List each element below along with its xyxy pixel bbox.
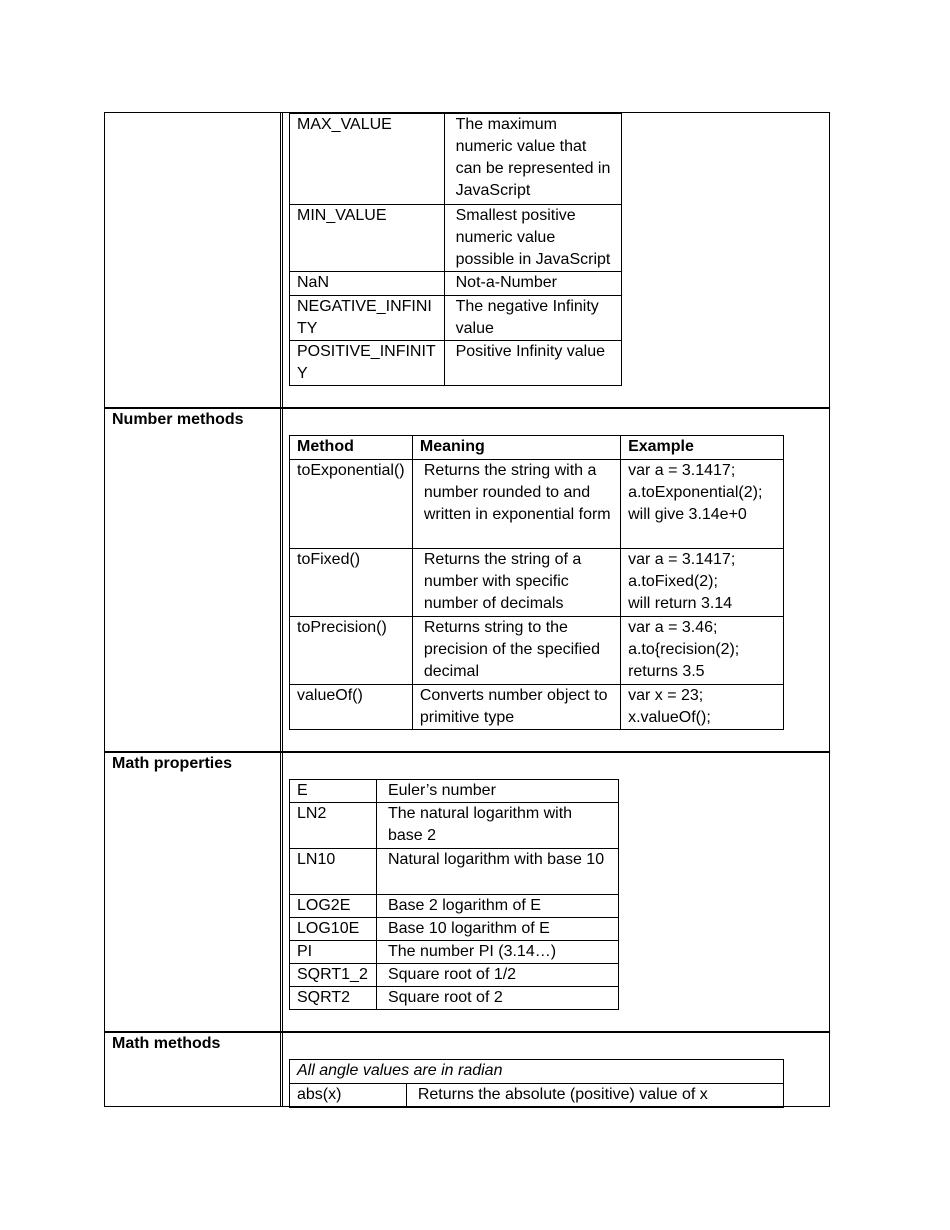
- table-row: [290, 803, 619, 849]
- table-row: [290, 918, 619, 941]
- example-line: x.valueOf();: [628, 709, 711, 726]
- property-name: LOG2E: [290, 895, 377, 918]
- table-row: [290, 617, 784, 685]
- table-row: [290, 780, 619, 803]
- table-row: [290, 272, 622, 296]
- example-line: will give 3.14e+0: [628, 506, 747, 523]
- number-methods-label: Number methods: [112, 411, 244, 428]
- method-meaning: Returns the absolute (positive) value of x: [406, 1084, 783, 1108]
- property-meaning: Natural logarithm with base 10: [376, 849, 618, 895]
- table-row: [290, 941, 619, 964]
- table-row: [290, 685, 784, 730]
- property-meaning: Square root of 1/2: [376, 964, 618, 987]
- property-meaning: The number PI (3.14…): [376, 941, 618, 964]
- property-meaning: Euler’s number: [376, 780, 618, 803]
- method-name: toExponential(): [290, 460, 413, 549]
- property-meaning: Positive Infinity value: [444, 341, 621, 386]
- table-row: [290, 114, 622, 205]
- table-header-row: [290, 436, 784, 460]
- property-name: MAX_VALUE: [290, 114, 445, 205]
- property-name: E: [290, 780, 377, 803]
- table-row: [290, 964, 619, 987]
- table-row: [290, 987, 619, 1010]
- method-meaning: Returns the string with a number rounded to and written in exponential form: [412, 460, 620, 549]
- table-row: [290, 205, 622, 272]
- example-line: var a = 3.1417;: [628, 551, 736, 568]
- math-properties-label: Math properties: [112, 755, 233, 772]
- method-meaning: Converts number object to primitive type: [412, 685, 620, 730]
- property-name: POSITIVE_INFINITY: [290, 341, 445, 386]
- method-example: [621, 460, 784, 549]
- math-methods-table: [289, 1059, 784, 1108]
- reference-table: [104, 112, 830, 1107]
- property-name: LN10: [290, 849, 377, 895]
- property-meaning: The natural logarithm with base 2: [376, 803, 618, 849]
- table-row: [290, 296, 622, 341]
- property-name: SQRT2: [290, 987, 377, 1010]
- method-example: [621, 549, 784, 617]
- table-row: [290, 460, 784, 549]
- example-line: will return 3.14: [628, 595, 733, 612]
- method-name: toFixed(): [290, 549, 413, 617]
- table-row: [290, 341, 622, 386]
- number-methods-table: [289, 435, 784, 730]
- method-name: valueOf(): [290, 685, 413, 730]
- math-methods-label: Math methods: [112, 1035, 221, 1052]
- table-row: [290, 849, 619, 895]
- example-line: returns 3.5: [628, 663, 705, 680]
- method-example: [621, 685, 784, 730]
- property-name: SQRT1_2: [290, 964, 377, 987]
- column-header-example: Example: [621, 436, 784, 460]
- column-header-meaning: Meaning: [412, 436, 620, 460]
- property-name: NaN: [290, 272, 445, 296]
- property-meaning: Base 10 logarithm of E: [376, 918, 618, 941]
- table-row: [290, 1060, 784, 1084]
- example-line: a.to{recision(2);: [628, 641, 740, 658]
- method-example: [621, 617, 784, 685]
- table-row: [290, 895, 619, 918]
- property-meaning: Not-a-Number: [444, 272, 621, 296]
- column-divider: [280, 113, 283, 1106]
- property-name: LOG10E: [290, 918, 377, 941]
- example-line: var a = 3.46;: [628, 619, 718, 636]
- example-line: a.toExponential(2);: [628, 484, 763, 501]
- property-meaning: Smallest positive numeric value possible in JavaScript: [444, 205, 621, 272]
- method-meaning: Returns string to the precision of the specified decimal: [412, 617, 620, 685]
- method-meaning: Returns the string of a number with specific number of decimals: [412, 549, 620, 617]
- example-line: var a = 3.1417;: [628, 462, 736, 479]
- table-row: [290, 1084, 784, 1108]
- property-name: MIN_VALUE: [290, 205, 445, 272]
- property-meaning: Base 2 logarithm of E: [376, 895, 618, 918]
- column-header-method: Method: [290, 436, 413, 460]
- property-meaning: The maximum numeric value that can be represented in JavaScript: [444, 114, 621, 205]
- note-cell: All angle values are in radian: [290, 1060, 784, 1084]
- method-name: abs(x): [290, 1084, 407, 1108]
- property-meaning: The negative Infinity value: [444, 296, 621, 341]
- property-name: PI: [290, 941, 377, 964]
- property-meaning: Square root of 2: [376, 987, 618, 1010]
- method-name: toPrecision(): [290, 617, 413, 685]
- number-properties-table: [289, 113, 622, 386]
- table-row: [290, 549, 784, 617]
- example-line: var x = 23;: [628, 687, 704, 704]
- example-line: a.toFixed(2);: [628, 573, 718, 590]
- property-name: LN2: [290, 803, 377, 849]
- property-name: NEGATIVE_INFINITY: [290, 296, 445, 341]
- math-properties-table: [289, 779, 619, 1010]
